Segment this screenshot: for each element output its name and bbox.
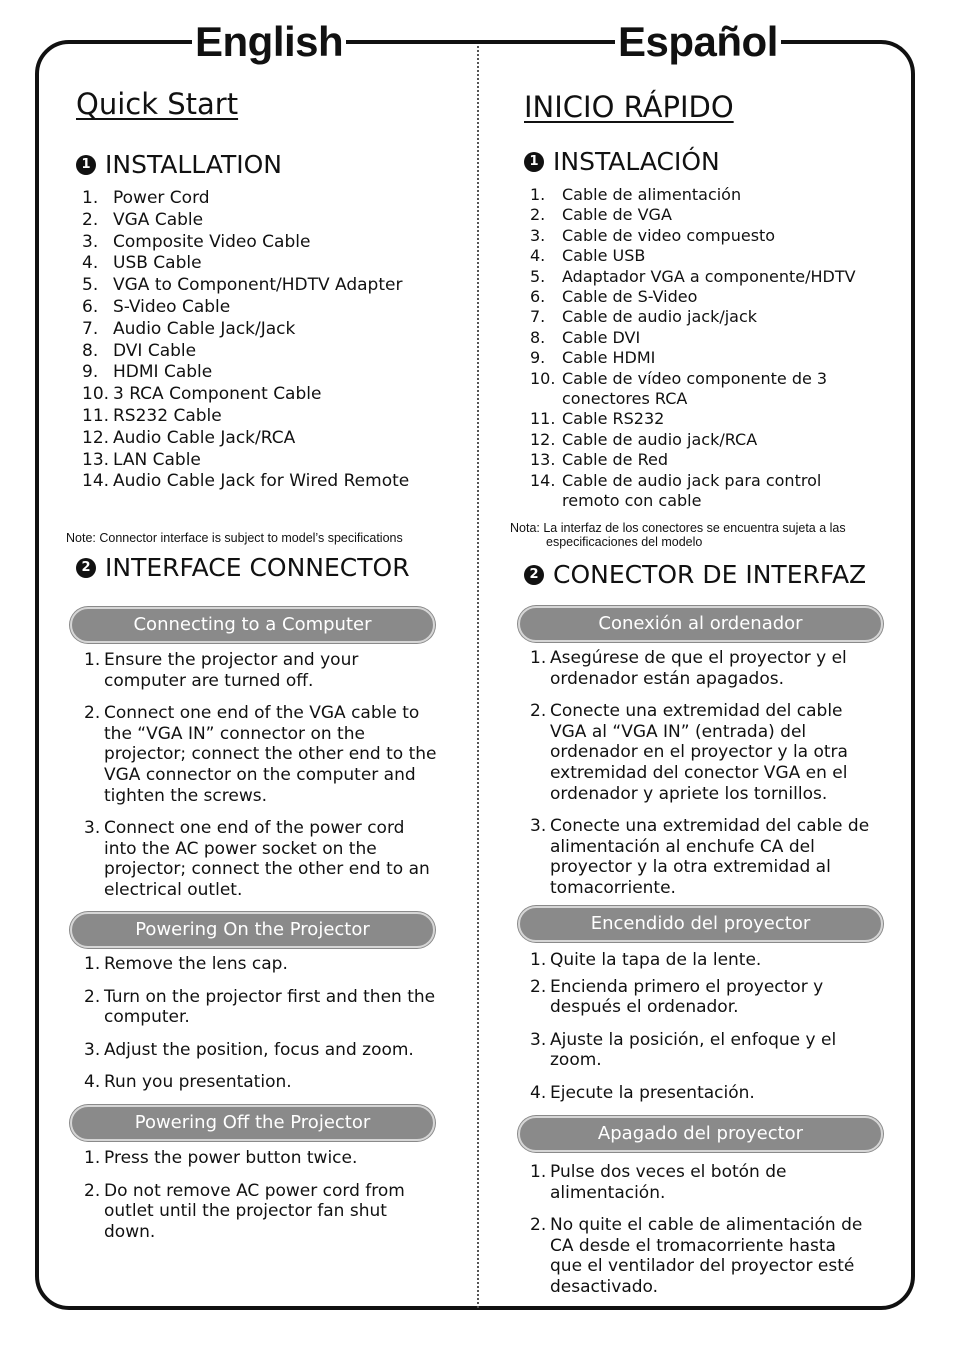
instalacion-title: INSTALACIÓN (553, 147, 720, 176)
step-number-icon: 1 (76, 155, 96, 175)
list-item-number: 3. (530, 225, 546, 245)
step-text: No quite el cable de alimentación de CA desde el tromacorriente hasta que el ventilador del proyector esté desactivado. (550, 1215, 863, 1297)
step-number-icon: 1 (524, 152, 544, 172)
list-item-number: 13. (530, 450, 556, 470)
list-item-number: 4. (82, 253, 99, 274)
step-item (530, 816, 870, 898)
step-number-icon: 2 (76, 558, 96, 578)
installation-title: INSTALLATION (105, 150, 282, 179)
list-item (82, 406, 462, 428)
list-item-number: 3. (82, 231, 99, 252)
list-item-text: Adaptador VGA a componente/HDTV (562, 266, 856, 286)
list-item-number: 1. (82, 188, 99, 208)
step-number: 4. (84, 1072, 101, 1093)
list-item (82, 319, 462, 341)
list-item-number: 14. (82, 471, 110, 492)
list-item-number: 4. (530, 246, 546, 266)
step-text: Turn on the projector first and then the computer. (104, 986, 436, 1028)
list-item-text: Power Cord (113, 188, 210, 208)
step-number: 1. (530, 950, 547, 970)
list-item (82, 471, 462, 493)
step-number: 1. (84, 954, 101, 974)
list-item (530, 246, 870, 266)
step-item (84, 1040, 439, 1061)
list-item-number: 13. (82, 449, 110, 470)
connecting-computer-steps (84, 650, 439, 913)
step-text: Ejecute la presentación. (550, 1082, 755, 1103)
step-item (84, 650, 439, 691)
list-item-text: Audio Cable Jack for Wired Remote (113, 471, 410, 492)
list-item-text: Composite Video Cable (113, 231, 311, 252)
interface-heading (76, 553, 410, 582)
quick-start-heading: Quick Start (76, 87, 239, 121)
step-item (530, 1215, 870, 1297)
step-number: 1. (84, 650, 101, 670)
powering-on-steps (84, 954, 439, 1105)
list-item (82, 428, 462, 450)
list-item (82, 362, 462, 384)
list-item-text: Cable HDMI (562, 348, 656, 368)
step-text: Asegúrese de que el proyector y el ordenador están apagados. (550, 648, 847, 689)
step-text: Ajuste la posición, el enfoque y el zoom. (550, 1029, 837, 1071)
list-item-number: 10. (530, 368, 556, 388)
list-item-number: 2. (530, 205, 546, 225)
list-item-number: 8. (530, 327, 546, 347)
step-number: 2. (84, 703, 101, 724)
list-item (530, 226, 870, 246)
list-item (530, 450, 870, 470)
step-item (84, 954, 439, 975)
list-item-number: 12. (530, 429, 556, 449)
step-text: Adjust the position, focus and zoom. (104, 1039, 414, 1060)
powering-off-steps (84, 1148, 439, 1254)
step-item (84, 818, 439, 900)
list-item-text: Cable de vídeo componente de 3 conectores RCA (562, 368, 828, 409)
encendido-steps (530, 950, 870, 1116)
list-item (82, 232, 462, 254)
list-item-text: HDMI Cable (113, 362, 213, 383)
step-item (530, 977, 870, 1018)
step-number: 3. (530, 816, 547, 837)
list-item (530, 185, 870, 205)
list-item-number: 10. (82, 384, 110, 405)
step-text: Encienda primero el proyector y después el ordenador. (550, 976, 824, 1018)
step-text: Remove the lens cap. (104, 954, 288, 974)
nota-line-1: Nota: La interfaz de los conectores se encuentra sujeta a las (510, 521, 846, 535)
list-item-text: Audio Cable Jack/RCA (113, 427, 296, 448)
step-text: Conecte una extremidad del cable de alimentación al enchufe CA del proyector y la otra extremidad al tomacorriente. (550, 816, 870, 898)
list-item-number: 2. (82, 209, 99, 230)
list-item-text: 3 RCA Component Cable (113, 384, 322, 405)
list-item-text: Cable RS232 (562, 409, 665, 429)
list-item (82, 210, 462, 232)
apagado-steps (530, 1162, 870, 1310)
step-number: 2. (84, 986, 101, 1007)
list-item (82, 341, 462, 363)
step-number: 3. (530, 1029, 547, 1050)
list-item (82, 275, 462, 297)
list-item-number: 11. (82, 405, 110, 426)
step-item (530, 1083, 870, 1104)
list-item-text: Cable DVI (562, 327, 641, 347)
step-item (530, 648, 870, 689)
conector-heading (524, 560, 866, 589)
list-item-text: Cable de alimentación (562, 185, 742, 204)
instalacion-list (530, 185, 870, 512)
step-number: 2. (530, 701, 547, 722)
list-item (530, 205, 870, 225)
step-text: Quite la tapa de la lente. (550, 950, 762, 970)
list-item-number: 9. (82, 362, 99, 383)
list-item-text: DVI Cable (113, 340, 197, 361)
step-item (530, 950, 870, 971)
step-item (84, 1148, 439, 1169)
conector-title: CONECTOR DE INTERFAZ (553, 560, 867, 589)
list-item-number: 12. (82, 427, 110, 448)
step-text: Press the power button twice. (104, 1148, 358, 1168)
list-item-text: Cable de Red (562, 450, 668, 470)
list-item-text: Cable de audio jack/jack (562, 307, 758, 327)
step-number-icon: 2 (524, 565, 544, 585)
list-item-text: LAN Cable (113, 449, 201, 470)
encendido-banner: Encendido del proyector (518, 906, 883, 942)
step-text: Ensure the projector and your computer are turned off. (104, 650, 359, 691)
inicio-rapido-heading: INICIO RÁPIDO (524, 90, 734, 124)
step-item (530, 1162, 870, 1203)
step-text: Pulse dos veces el botón de alimentación. (550, 1162, 787, 1203)
step-number: 3. (84, 818, 101, 839)
connector-note: Note: Connector interface is subject to model’s specifications (66, 531, 403, 545)
instalacion-heading (524, 147, 720, 176)
step-number: 2. (84, 1180, 101, 1201)
apagado-banner: Apagado del proyector (518, 1116, 883, 1152)
installation-list (82, 188, 462, 493)
list-item-number: 7. (530, 307, 546, 327)
list-item (530, 430, 870, 450)
list-item-text: RS232 Cable (113, 405, 222, 426)
list-item-text: USB Cable (113, 253, 202, 274)
list-item-number: 11. (530, 409, 556, 429)
list-item-text: Cable de video compuesto (562, 225, 776, 245)
list-item-number: 6. (82, 296, 99, 317)
list-item (530, 409, 870, 429)
list-item-number: 14. (530, 470, 556, 490)
step-number: 4. (530, 1082, 547, 1103)
list-item (530, 287, 870, 307)
step-item (84, 1072, 439, 1093)
step-item (84, 987, 439, 1028)
step-number: 1. (530, 648, 547, 668)
list-item-number: 9. (530, 348, 546, 368)
powering-off-banner: Powering Off the Projector (70, 1105, 435, 1141)
list-item-text: VGA Cable (113, 209, 204, 230)
list-item (82, 188, 462, 210)
connecting-computer-banner: Connecting to a Computer (70, 607, 435, 643)
list-item (530, 369, 870, 410)
list-item-number: 1. (530, 185, 546, 204)
list-item-text: Audio Cable Jack/Jack (113, 318, 296, 339)
list-item (82, 297, 462, 319)
list-item (82, 384, 462, 406)
column-divider (477, 46, 479, 1308)
step-item (84, 703, 439, 806)
interface-title: INTERFACE CONNECTOR (105, 553, 410, 582)
list-item-text: Cable de VGA (562, 205, 672, 225)
step-text: Conecte una extremidad del cable VGA al “VGA IN” (entrada) del ordenador en el proyector y la otra extremidad del conector VGA en el ordenador y apriete los tornillos. (550, 701, 848, 804)
list-item (530, 471, 870, 512)
powering-on-banner: Powering On the Projector (70, 912, 435, 948)
list-item-text: VGA to Component/HDTV Adapter (113, 275, 403, 296)
list-item-text: Cable de audio jack/RCA (562, 429, 758, 449)
step-text: Do not remove AC power cord from outlet until the projector fan shut down. (104, 1180, 405, 1242)
installation-heading (76, 150, 282, 179)
step-text: Connect one end of the power cord into the AC power socket on the projector; connect the other end to an electrical outlet. (104, 818, 430, 900)
list-item-text: Cable USB (562, 246, 646, 266)
step-number: 2. (530, 1215, 547, 1236)
list-item-number: 6. (530, 287, 546, 307)
list-item-text: Cable de S-Video (562, 287, 698, 307)
list-item (82, 253, 462, 275)
list-item-number: 7. (82, 318, 99, 339)
list-item (530, 267, 870, 287)
list-item (82, 450, 462, 472)
english-title: English (192, 16, 346, 68)
list-item-text: Cable de audio jack para control remoto con cable (562, 470, 822, 511)
step-item (530, 701, 870, 804)
list-item-number: 5. (82, 275, 99, 296)
step-number: 1. (84, 1148, 101, 1168)
conexion-ordenador-steps (530, 648, 870, 911)
spanish-title: Español (615, 16, 781, 68)
step-number: 1. (530, 1162, 547, 1182)
list-item-number: 8. (82, 340, 99, 361)
list-item (530, 307, 870, 327)
list-item-text: S-Video Cable (113, 296, 231, 317)
conexion-ordenador-banner: Conexión al ordenador (518, 606, 883, 642)
list-item-number: 5. (530, 266, 546, 286)
nota-line-2: especificaciones del modelo (546, 535, 703, 549)
list-item (530, 328, 870, 348)
step-number: 2. (530, 976, 547, 997)
step-text: Connect one end of the VGA cable to the “VGA IN” connector on the projector; connect the other end to the VGA connector on the computer and tighten the screws. (104, 703, 437, 806)
step-item (84, 1181, 439, 1243)
list-item (530, 348, 870, 368)
step-text: Run you presentation. (104, 1072, 292, 1093)
step-number: 3. (84, 1039, 101, 1060)
nota-conectores (510, 521, 846, 549)
step-item (530, 1030, 870, 1071)
